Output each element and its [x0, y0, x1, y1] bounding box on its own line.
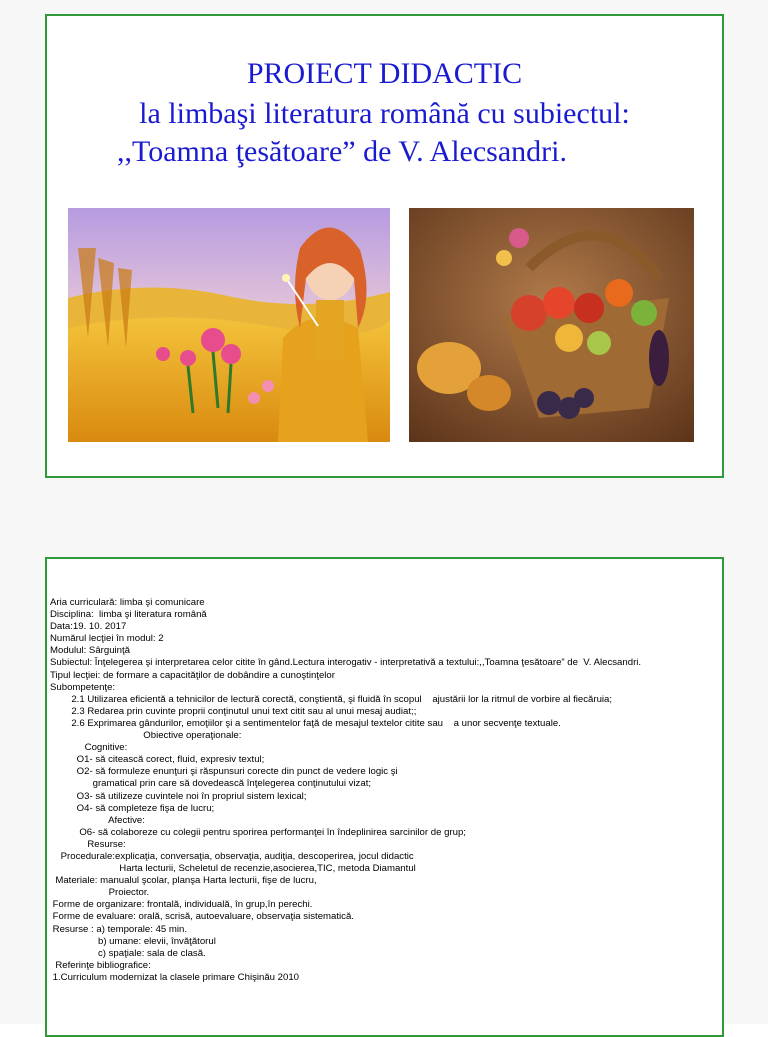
lesson-plan-text: [50, 597, 716, 984]
text-line: Disciplina: limba şi literatura română: [50, 609, 207, 621]
harvest-basket-photo: [409, 208, 694, 442]
text-line: Forme de organizare: frontală, individuală, în grup,în perechi.: [50, 899, 313, 911]
text-line: Resurse : a) temporale: 45 min.: [50, 923, 188, 935]
text-line: Subompetenţe:: [50, 681, 116, 693]
text-line: 1.Curriculum modernizat la clasele primare Chişinău 2010: [50, 971, 300, 983]
text-line: O6- să colaboreze cu colegii pentru sporirea performanţei în îndeplinirea sarcinilor de grup;: [50, 826, 466, 838]
text-line: Modulul: Sârguinţă: [50, 645, 130, 657]
text-line: O1- să citească corect, fluid, expresiv textul;: [50, 754, 265, 766]
text-line: Tipul lecţiei: de formare a capacităţilor de dobândire a cunoştinţelor: [50, 669, 335, 681]
text-line: 2.3 Redarea prin cuvinte proprii conţinutul unui text citit sau al unui mesaj audiat;;: [50, 705, 417, 717]
text-line: Cognitive:: [50, 742, 128, 754]
title-line-2: la limbaşi literatura română cu subiectul:: [139, 97, 630, 130]
text-line: Procedurale:explicaţia, conversaţia, observaţia, audiţia, descoperirea, jocul didactic: [50, 850, 414, 862]
text-line: O4- să completeze fişa de lucru;: [50, 802, 215, 814]
text-line: c) spaţiale: sala de clasă.: [50, 947, 206, 959]
text-line: Aria curriculară: limba şi comunicare: [50, 597, 205, 608]
text-line: Harta lecturii, Scheletul de recenzie,asocierea,TIC, metoda Diamantul: [50, 863, 416, 875]
autumn-fairy-illustration: [68, 208, 390, 442]
title-line-1: PROIECT DIDACTIC: [246, 57, 523, 90]
text-line: Data:19. 10. 2017: [50, 621, 127, 633]
text-line: O2- să formuleze enunţuri şi răspunsuri corecte din punct de vedere logic şi: [50, 766, 398, 778]
text-line: 2.1 Utilizarea eficientă a tehnicilor de lectură corectă, conştientă, şi fluidă în scopul ajustării lor la ritmul de vorbire al fiecăruia;: [50, 693, 613, 705]
text-line: Materiale: manualul şcolar, planşa Harta lecturii, fişe de lucru,: [50, 875, 317, 887]
text-line: Subiectul: Înţelegerea şi interpretarea celor citite în gând.Lectura interogativ - interpretativă a textului:,,Toamna ţesătoare” de V. Alecsandri.: [50, 657, 642, 669]
text-line: Obiective operaţionale:: [50, 730, 242, 742]
text-line: 2.6 Exprimarea gândurilor, emoţiilor şi a sentimentelor faţă de mesajul textelor citite sau a unor secvenţe textuale.: [50, 717, 561, 729]
title-line-3: ,,Toamna ţesătoare” de V. Alecsandri.: [117, 135, 567, 168]
text-line: Numărul lecţiei în modul: 2: [50, 633, 164, 645]
text-line: gramatical prin care să dovedească înţelegerea conţinutului vizat;: [50, 778, 372, 790]
text-line: Referinţe bibliografice:: [50, 959, 151, 971]
text-line: Afective:: [50, 814, 145, 826]
text-line: Forme de evaluare: orală, scrisă, autoevaluare, observaţia sistematică.: [50, 911, 354, 923]
text-line: Resurse:: [50, 838, 126, 850]
cover-page: [45, 14, 724, 478]
text-line: O3- să utilizeze cuvintele noi în propriul sistem lexical;: [50, 790, 307, 802]
text-line: Proiector.: [50, 887, 150, 899]
text-line: b) umane: elevii, învăţătorul: [50, 935, 216, 947]
lesson-plan-page: [45, 557, 724, 1037]
